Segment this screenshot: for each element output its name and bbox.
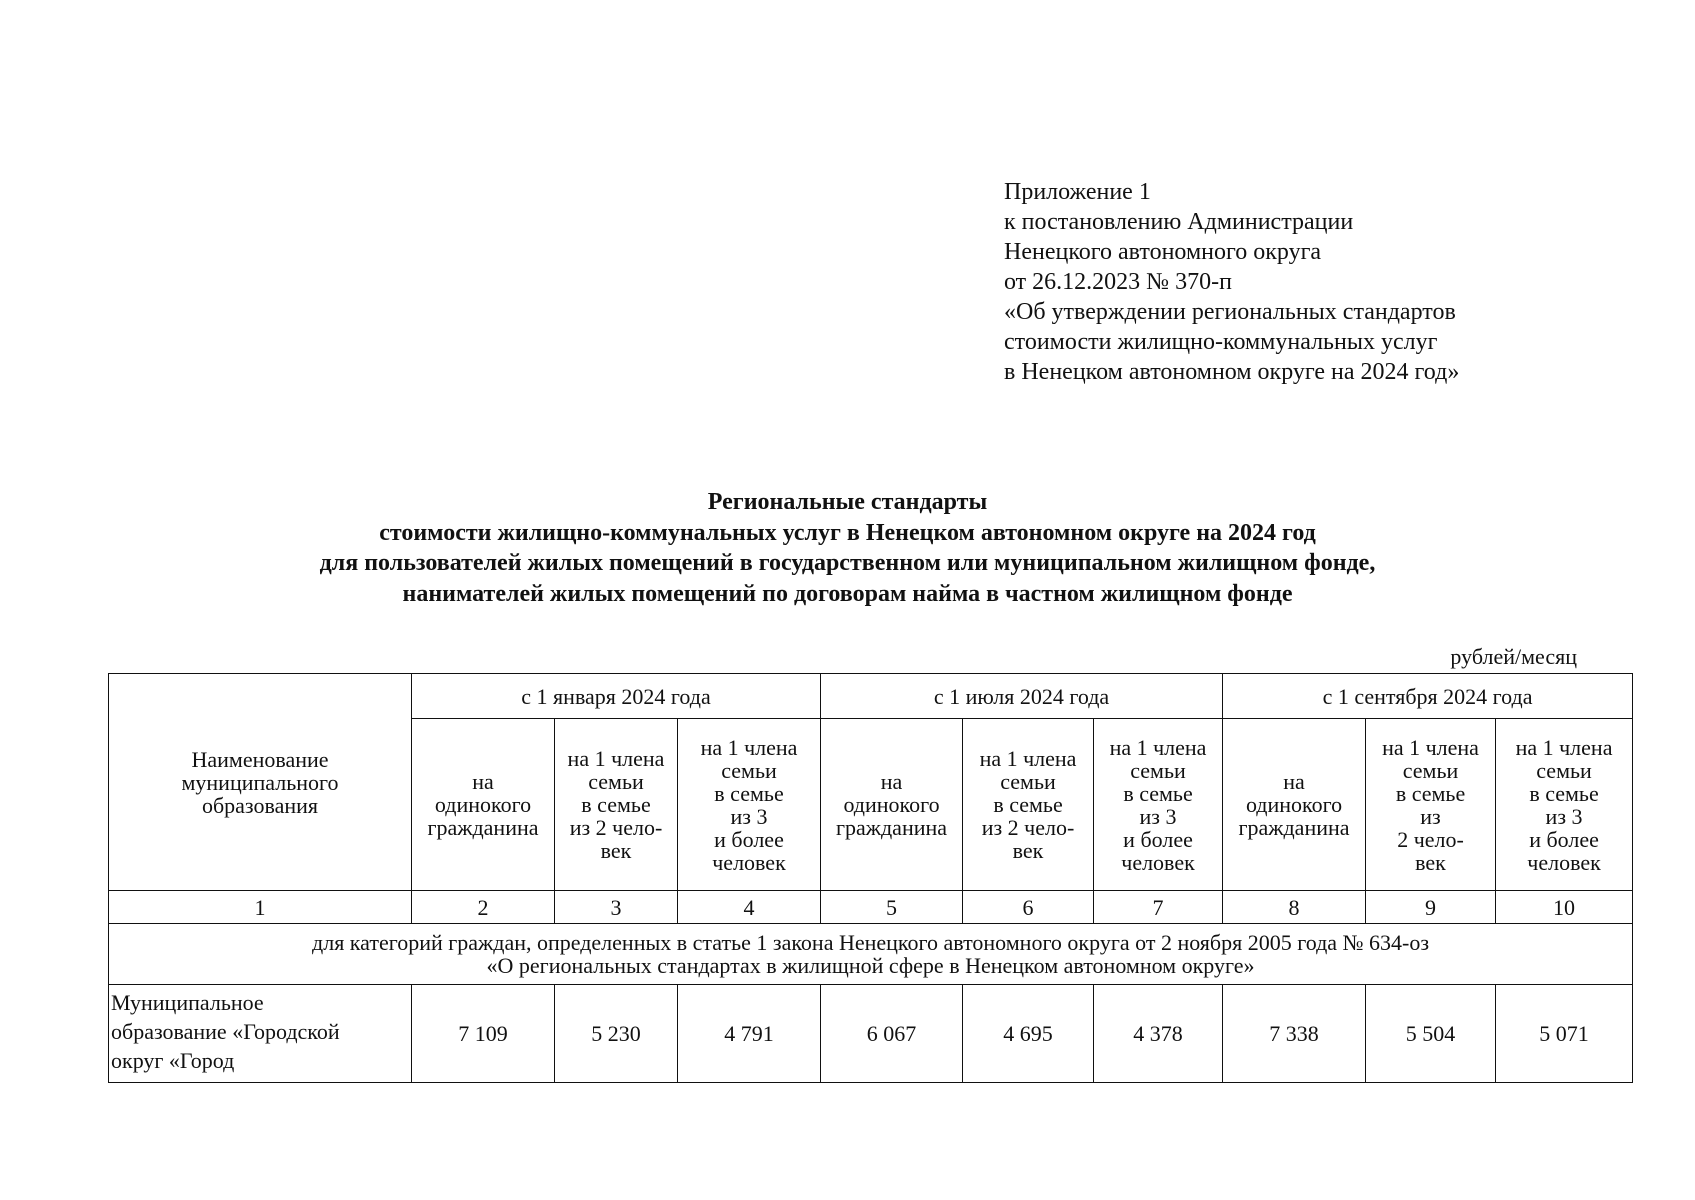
subheader-line: в семье — [1123, 780, 1193, 806]
table-row — [109, 985, 1633, 1083]
subheader-cell — [555, 719, 678, 891]
subheader-cell — [412, 719, 555, 891]
subheader-cell — [1094, 719, 1223, 891]
subheader-line: из 3 — [1139, 803, 1177, 829]
title-line: стоимости жилищно-коммунальных услуг в Ненецком автономном округе на 2024 год — [379, 519, 1316, 546]
subheader-line: на 1 члена — [1109, 734, 1207, 760]
municipality-name-cell — [109, 985, 412, 1083]
column-number-cell: 10 — [1496, 891, 1633, 924]
subheader-line: 2 чело- — [1397, 826, 1464, 852]
value-cell: 7 109 — [412, 985, 555, 1083]
subheader-line: одинокого — [1245, 792, 1343, 817]
subheader-line: на 1 члена — [1515, 734, 1613, 760]
subheader-line: век — [1012, 838, 1044, 863]
subheader-line: семьи — [1402, 757, 1459, 783]
subheader-line: семьи — [1130, 757, 1186, 783]
subheader-line: гражданина — [836, 815, 948, 840]
value-cell: 5 230 — [555, 985, 678, 1083]
subheader-line: на 1 члена — [700, 734, 798, 760]
title-line: нанимателей жилых помещений по договорам найма в частном жилищном фонде — [402, 580, 1293, 607]
subheader-line: на — [880, 769, 903, 794]
header-line: образования — [201, 792, 319, 818]
appendix-block — [1004, 177, 1459, 387]
subheader-line: из — [1420, 803, 1441, 829]
subheader-line: и более — [1123, 826, 1193, 852]
name-line: Муниципальное — [111, 990, 264, 1015]
subheader-line: из 2 чело- — [981, 815, 1075, 840]
column-number-cell: 3 — [555, 891, 678, 924]
column-number-cell: 5 — [821, 891, 963, 924]
category-line: для категорий граждан, определенных в статье 1 закона Ненецкого автономного округа от 2 ноября 2005 года № 634-оз — [312, 930, 1430, 955]
name-line: образование «Городской — [111, 1019, 340, 1044]
subheader-line: из 3 — [1545, 803, 1583, 829]
subheader-line: гражданина — [427, 815, 539, 840]
header-line: Наименование — [191, 746, 329, 772]
column-number-cell: 2 — [412, 891, 555, 924]
subheader-cell — [963, 719, 1094, 891]
subheader-line: человек — [1527, 849, 1601, 875]
period-header-january: с 1 января 2024 года — [412, 674, 821, 719]
column-number-cell: 4 — [678, 891, 821, 924]
value-cell: 6 067 — [821, 985, 963, 1083]
subheader-line: на 1 члена — [979, 746, 1077, 771]
subheader-line: семьи — [1536, 757, 1592, 783]
document-title — [0, 487, 1695, 609]
subheader-cell — [1496, 719, 1633, 891]
subheader-line: человек — [1121, 849, 1195, 875]
value-cell: 5 071 — [1496, 985, 1633, 1083]
name-header-cell — [109, 674, 412, 891]
column-number-row — [109, 891, 1633, 924]
subheader-line: семьи — [1000, 769, 1056, 794]
subheader-line: век — [1415, 849, 1446, 875]
category-line: «О региональных стандартах в жилищной сфере в Ненецком автономном округе» — [486, 953, 1255, 978]
appendix-line: Ненецкого автономного округа — [1004, 239, 1322, 265]
subheader-line: на 1 члена — [567, 746, 665, 771]
value-cell: 7 338 — [1223, 985, 1366, 1083]
period-header-july: с 1 июля 2024 года — [821, 674, 1223, 719]
subheader-line: семьи — [588, 769, 644, 794]
subheader-line: одинокого — [843, 792, 940, 817]
value-cell: 4 695 — [963, 985, 1094, 1083]
subheader-line: одинокого — [434, 792, 532, 817]
value-cell: 4 791 — [678, 985, 821, 1083]
subheader-cell — [678, 719, 821, 891]
name-line: округ «Город — [111, 1048, 235, 1073]
header-line: муниципального — [181, 769, 339, 795]
subheader-line: и более — [1529, 826, 1599, 852]
subheader-line: на — [1283, 769, 1305, 794]
appendix-line: «Об утверждении региональных стандартов — [1004, 299, 1456, 325]
standards-table — [108, 673, 1633, 1083]
subheader-cell — [1366, 719, 1496, 891]
subheader-cell — [821, 719, 963, 891]
appendix-line: в Ненецком автономном округе на 2024 год» — [1004, 359, 1460, 385]
subheader-line: век — [600, 838, 632, 863]
title-line: для пользователей жилых помещений в государственном или муниципальном жилищном фонде, — [319, 550, 1376, 576]
appendix-line: стоимости жилищно-коммунальных услуг — [1004, 329, 1438, 355]
subheader-line: в семье — [1395, 780, 1466, 806]
subheader-line: из 3 — [730, 803, 768, 829]
column-number-cell: 9 — [1366, 891, 1496, 924]
appendix-line: от 26.12.2023 № 370-п — [1004, 269, 1232, 295]
column-number-cell: 8 — [1223, 891, 1366, 924]
category-cell — [109, 924, 1633, 985]
subheader-line: гражданина — [1238, 815, 1350, 840]
subheader-line: и более — [714, 826, 784, 852]
appendix-line: Приложение 1 — [1004, 179, 1151, 205]
subheader-line: семьи — [721, 757, 777, 783]
subheader-line: на 1 члена — [1382, 734, 1479, 760]
period-header-september: с 1 сентября 2024 года — [1223, 674, 1633, 719]
value-cell: 4 378 — [1094, 985, 1223, 1083]
appendix-line: к постановлению Администрации — [1004, 209, 1354, 235]
subheader-line: из 2 чело- — [569, 815, 663, 840]
subheader-line: в семье — [1529, 780, 1599, 806]
column-number-cell: 1 — [109, 891, 412, 924]
subheader-line: в семье — [581, 792, 651, 817]
title-line: Региональные стандарты — [707, 489, 988, 515]
subheader-line: на — [472, 769, 494, 794]
units-label: рублей/месяц — [1450, 644, 1577, 669]
subheader-line: человек — [712, 849, 786, 875]
subheader-cell — [1223, 719, 1366, 891]
column-number-cell: 7 — [1094, 891, 1223, 924]
column-number-cell: 6 — [963, 891, 1094, 924]
subheader-line: в семье — [714, 780, 784, 806]
value-cell: 5 504 — [1366, 985, 1496, 1083]
subheader-line: в семье — [993, 792, 1063, 817]
